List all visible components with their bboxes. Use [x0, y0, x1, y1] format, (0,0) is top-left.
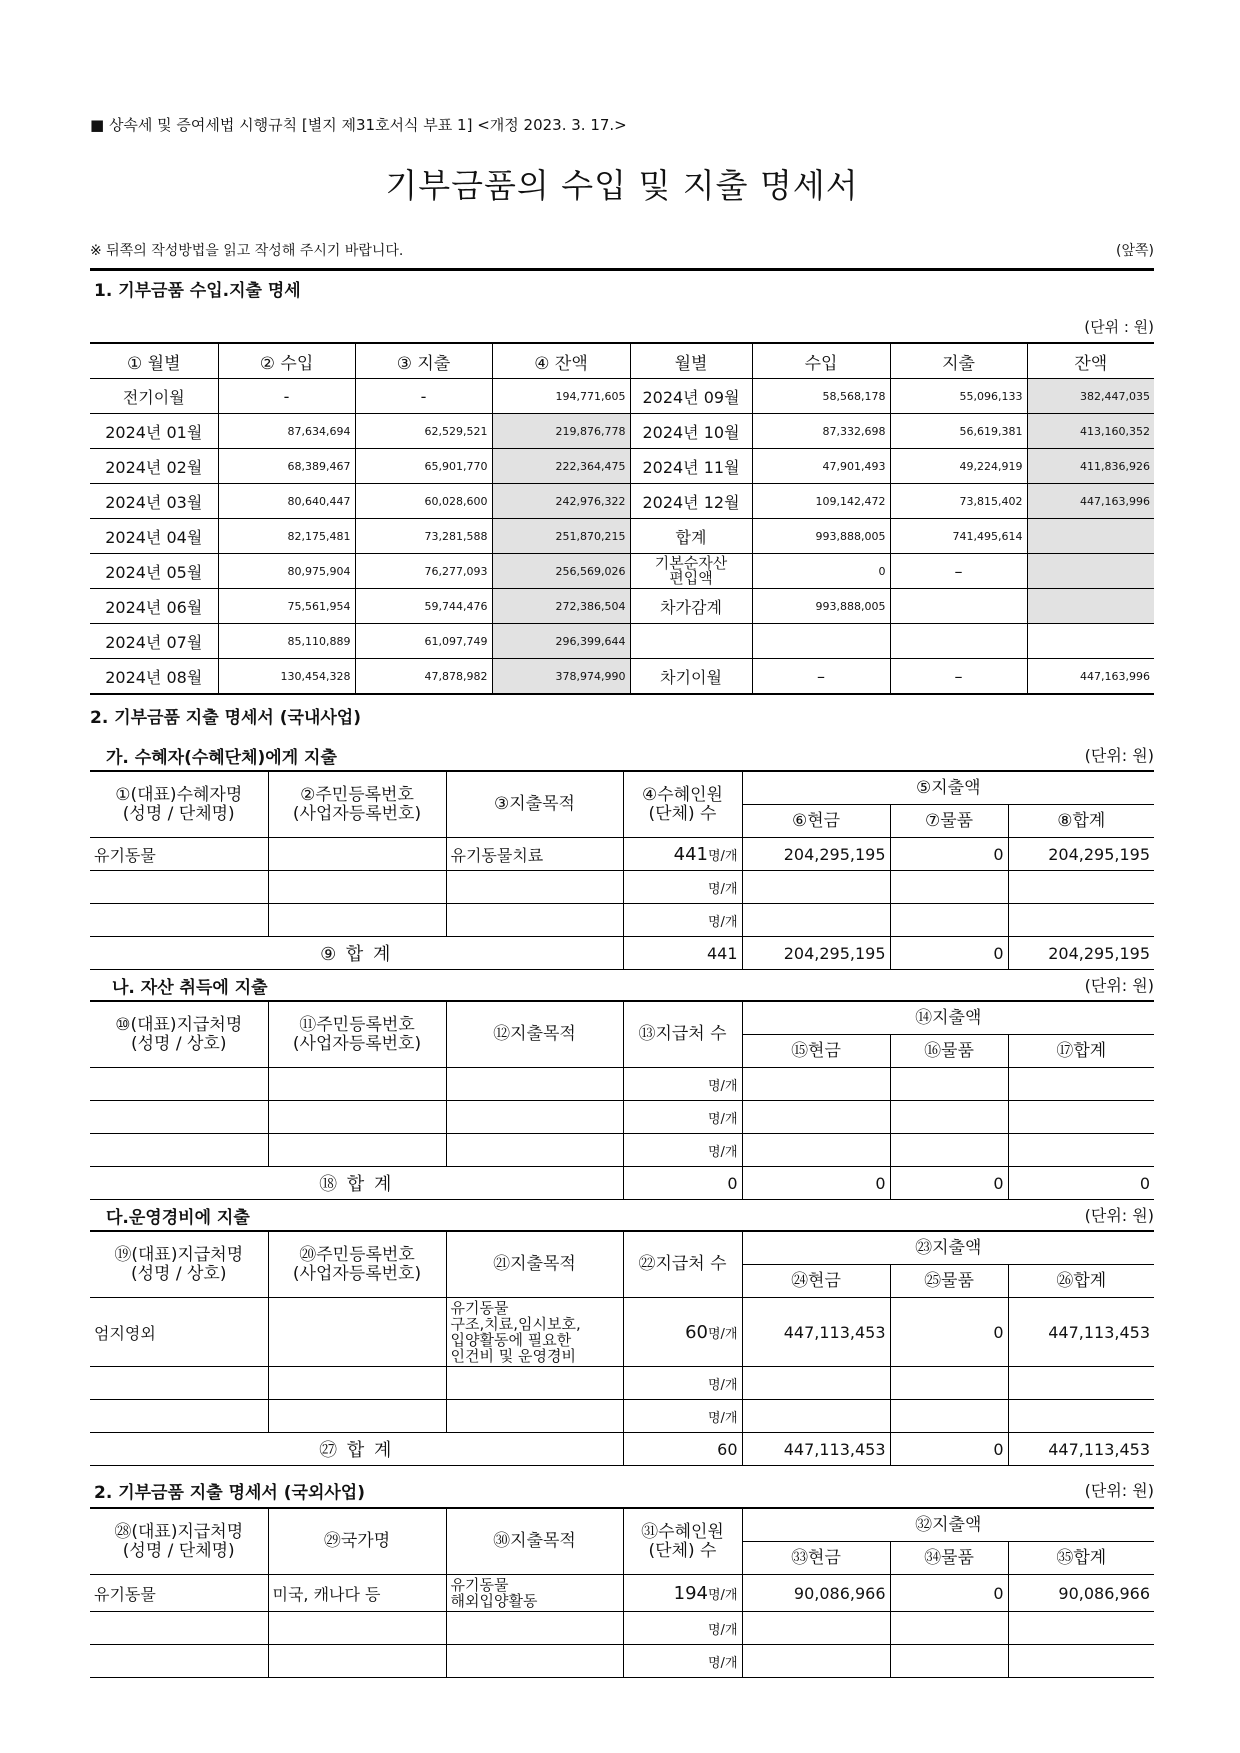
- goods-amount: [890, 1612, 1008, 1645]
- column-header: ④수혜인원 (단체) 수: [623, 771, 742, 838]
- table-row: [90, 624, 1154, 659]
- recipient-count: [623, 1575, 742, 1612]
- form-note: ■ 상속세 및 증여세법 시행규칙 [별지 제31호서식 부표 1] <개정 2023. 3. 17.>: [90, 116, 627, 134]
- registration-number: [268, 1400, 446, 1433]
- balance-cell: [1027, 519, 1154, 554]
- table-row: [90, 1068, 1154, 1101]
- section2b-unit: (단위: 원): [1084, 976, 1154, 995]
- sum-goods: 0: [890, 937, 1008, 970]
- table-row: [90, 519, 1154, 554]
- sum-total: 0: [1008, 1167, 1154, 1200]
- total-amount: [1008, 1134, 1154, 1167]
- recipient-name: 엄지영외: [90, 1298, 268, 1367]
- income-cell: 82,175,481: [218, 519, 355, 554]
- recipient-count: [623, 1645, 742, 1678]
- balance-cell: [1027, 554, 1154, 589]
- section2b-title: 나. 자산 취득에 지출: [112, 978, 268, 998]
- sum-cash: 447,113,453: [742, 1433, 890, 1466]
- recipient-count: [623, 1068, 742, 1101]
- month-cell: 2024년 11월: [630, 449, 752, 484]
- total-amount: [1008, 1367, 1154, 1400]
- column-header: ⑩(대표)지급처명 (성명 / 상호): [90, 1001, 268, 1068]
- month-cell: 2024년 03월: [90, 484, 218, 519]
- table-row: [90, 904, 1154, 937]
- income-cell: 75,561,954: [218, 589, 355, 624]
- page-side-label: (앞쪽): [1116, 243, 1154, 259]
- column-header: ㉖합계: [1008, 1265, 1154, 1298]
- column-header: ㉔현금: [742, 1265, 890, 1298]
- column-header: ⑥현금: [742, 805, 890, 838]
- count-unit: 명/개: [708, 1078, 738, 1094]
- month-cell: 2024년 04월: [90, 519, 218, 554]
- count-unit: 명/개: [708, 848, 738, 864]
- table-row: [90, 1367, 1154, 1400]
- registration-number: [268, 1068, 446, 1101]
- expense-cell: 741,495,614: [890, 519, 1027, 554]
- income-cell: 993,888,005: [752, 519, 890, 554]
- income-cell: 47,901,493: [752, 449, 890, 484]
- cash-amount: [742, 1101, 890, 1134]
- total-amount: [1008, 1612, 1154, 1645]
- table-row: [90, 1575, 1154, 1612]
- balance-cell: 413,160,352: [1027, 414, 1154, 449]
- sum-count: 0: [623, 1167, 742, 1200]
- section2a-unit: (단위: 원): [1084, 746, 1154, 765]
- recipient-name: [90, 1612, 268, 1645]
- month-cell: 기본순자산 편입액: [630, 554, 752, 589]
- registration-number: [268, 1645, 446, 1678]
- balance-cell: 251,870,215: [492, 519, 630, 554]
- balance-cell: [1027, 589, 1154, 624]
- income-cell: 0: [752, 554, 890, 589]
- sum-goods: 0: [890, 1167, 1008, 1200]
- sum-cash: 0: [742, 1167, 890, 1200]
- registration-number: [268, 1101, 446, 1134]
- expense-cell: [890, 589, 1027, 624]
- section1-title: 1. 기부금품 수입.지출 명세: [94, 281, 301, 301]
- table-row: [90, 1612, 1154, 1645]
- expense-purpose: 유기동물 구조,치료,임시보호, 입양활동에 필요한 인건비 및 운영경비: [446, 1298, 623, 1367]
- column-header: ㉛수혜인원 (단체) 수: [623, 1508, 742, 1575]
- expense-purpose: 유기동물치료: [446, 838, 623, 871]
- column-header: 수입: [752, 343, 890, 379]
- count-unit: 명/개: [708, 1587, 738, 1603]
- month-cell: 차가감계: [630, 589, 752, 624]
- operating-expense-table: [90, 1230, 1154, 1466]
- goods-amount: [890, 1645, 1008, 1678]
- table-row: [90, 838, 1154, 871]
- column-header: ㉘(대표)지급처명 (성명 / 단체명): [90, 1508, 268, 1575]
- month-cell: 2024년 08월: [90, 659, 218, 695]
- sum-cash: 204,295,195: [742, 937, 890, 970]
- count-unit: 명/개: [708, 1622, 738, 1638]
- column-header: ③ 지출: [355, 343, 492, 379]
- balance-cell: 219,876,778: [492, 414, 630, 449]
- section2c-unit: (단위: 원): [1084, 1206, 1154, 1225]
- registration-number: [268, 1134, 446, 1167]
- expense-purpose: [446, 1134, 623, 1167]
- recipient-count: [623, 1101, 742, 1134]
- column-header: ④ 잔액: [492, 343, 630, 379]
- expense-purpose: [446, 1612, 623, 1645]
- column-header: ⑤지출액: [742, 771, 1154, 805]
- expense-cell: 59,744,476: [355, 589, 492, 624]
- column-header: ②주민등록번호 (사업자등록번호): [268, 771, 446, 838]
- balance-cell: 256,569,026: [492, 554, 630, 589]
- column-header: ⑭지출액: [742, 1001, 1154, 1035]
- recipient-name: [90, 1645, 268, 1678]
- recipient-count: [623, 1134, 742, 1167]
- goods-amount: [890, 1400, 1008, 1433]
- income-cell: -: [218, 379, 355, 414]
- table-row: [90, 1101, 1154, 1134]
- column-header: ㉒지급처 수: [623, 1231, 742, 1298]
- count-unit: 명/개: [708, 1144, 738, 1160]
- month-cell: 2024년 12월: [630, 484, 752, 519]
- recipient-count: [623, 1298, 742, 1367]
- sum-count: 60: [623, 1433, 742, 1466]
- expense-purpose: [446, 1101, 623, 1134]
- table-row: [90, 871, 1154, 904]
- expense-cell: 55,096,133: [890, 379, 1027, 414]
- table-row: [90, 1134, 1154, 1167]
- total-amount: 90,086,966: [1008, 1575, 1154, 1612]
- section2c-title: 다.운영경비에 지출: [106, 1208, 250, 1228]
- balance-cell: 222,364,475: [492, 449, 630, 484]
- sum-row: [90, 1433, 1154, 1466]
- registration-number: [268, 1298, 446, 1367]
- registration-number: [268, 871, 446, 904]
- cash-amount: [742, 1134, 890, 1167]
- month-cell: [630, 624, 752, 659]
- cash-amount: [742, 1367, 890, 1400]
- instruction-text: ※ 뒤쪽의 작성방법을 읽고 작성해 주시기 바랍니다.: [90, 243, 404, 259]
- recipient-name: [90, 1400, 268, 1433]
- sum-goods: 0: [890, 1433, 1008, 1466]
- expense-purpose: [446, 1068, 623, 1101]
- goods-amount: 0: [890, 838, 1008, 871]
- column-header: ⑧합계: [1008, 805, 1154, 838]
- column-header: ㉞물품: [890, 1542, 1008, 1575]
- month-cell: 차기이월: [630, 659, 752, 695]
- section1-unit: (단위 : 원): [1084, 318, 1154, 336]
- section2a-title: 가. 수혜자(수혜단체)에게 지출: [106, 748, 337, 768]
- cash-amount: 447,113,453: [742, 1298, 890, 1367]
- sum-row: [90, 1167, 1154, 1200]
- column-header: 지출: [890, 343, 1027, 379]
- title-divider: [90, 268, 1154, 271]
- column-header: 월별: [630, 343, 752, 379]
- balance-cell: 447,163,996: [1027, 484, 1154, 519]
- count-unit: 명/개: [708, 1326, 738, 1342]
- balance-cell: 382,447,035: [1027, 379, 1154, 414]
- recipient-name: [90, 904, 268, 937]
- table-row: [90, 554, 1154, 589]
- income-cell: 130,454,328: [218, 659, 355, 695]
- registration-number: [268, 904, 446, 937]
- recipient-name: [90, 1367, 268, 1400]
- registration-number: [268, 838, 446, 871]
- expense-purpose: [446, 1645, 623, 1678]
- expense-cell: 60,028,600: [355, 484, 492, 519]
- page-title: 기부금품의 수입 및 지출 명세서: [385, 166, 859, 205]
- goods-amount: [890, 1101, 1008, 1134]
- recipient-name: [90, 1134, 268, 1167]
- goods-amount: [890, 1068, 1008, 1101]
- goods-amount: 0: [890, 1575, 1008, 1612]
- column-header: ⑯물품: [890, 1035, 1008, 1068]
- sum-total: 447,113,453: [1008, 1433, 1154, 1466]
- domestic-beneficiary-table: [90, 770, 1154, 970]
- expense-cell: –: [890, 659, 1027, 695]
- country-name: 미국, 캐나다 등: [268, 1575, 446, 1612]
- goods-amount: [890, 1134, 1008, 1167]
- column-header: ⑫지출목적: [446, 1001, 623, 1068]
- recipient-count: [623, 838, 742, 871]
- expense-cell: 73,281,588: [355, 519, 492, 554]
- recipient-name: [90, 1101, 268, 1134]
- total-amount: [1008, 904, 1154, 937]
- balance-cell: 296,399,644: [492, 624, 630, 659]
- sum-label: ㉗ 합 계: [90, 1433, 623, 1466]
- income-cell: 80,640,447: [218, 484, 355, 519]
- recipient-name: [90, 871, 268, 904]
- column-header: ㉙국가명: [268, 1508, 446, 1575]
- balance-cell: 242,976,322: [492, 484, 630, 519]
- expense-purpose: [446, 1400, 623, 1433]
- expense-purpose: [446, 1367, 623, 1400]
- column-header: ① 월별: [90, 343, 218, 379]
- expense-purpose: [446, 904, 623, 937]
- table-row: [90, 1645, 1154, 1678]
- expense-cell: 61,097,749: [355, 624, 492, 659]
- expense-cell: 65,901,770: [355, 449, 492, 484]
- column-header: ⑰합계: [1008, 1035, 1154, 1068]
- registration-number: [268, 1367, 446, 1400]
- month-cell: 2024년 01월: [90, 414, 218, 449]
- expense-cell: 76,277,093: [355, 554, 492, 589]
- table-row: [90, 659, 1154, 695]
- recipient-name: 유기동물: [90, 1575, 268, 1612]
- goods-amount: [890, 904, 1008, 937]
- expense-purpose: 유기동물 해외입양활동: [446, 1575, 623, 1612]
- total-amount: 447,113,453: [1008, 1298, 1154, 1367]
- cash-amount: [742, 1612, 890, 1645]
- cash-amount: [742, 1645, 890, 1678]
- sum-count: 441: [623, 937, 742, 970]
- expense-cell: 73,815,402: [890, 484, 1027, 519]
- column-header: ⑬지급처 수: [623, 1001, 742, 1068]
- month-cell: 2024년 06월: [90, 589, 218, 624]
- goods-amount: [890, 1367, 1008, 1400]
- expense-cell: 47,878,982: [355, 659, 492, 695]
- balance-cell: 447,163,996: [1027, 659, 1154, 695]
- count-unit: 명/개: [708, 914, 738, 930]
- sum-row: [90, 937, 1154, 970]
- section3-title: 2. 기부금품 지출 명세서 (국외사업): [94, 1483, 365, 1503]
- cash-amount: [742, 871, 890, 904]
- total-amount: [1008, 871, 1154, 904]
- balance-cell: 194,771,605: [492, 379, 630, 414]
- column-header: ㉚지출목적: [446, 1508, 623, 1575]
- goods-amount: [890, 871, 1008, 904]
- income-expense-table: [90, 342, 1154, 695]
- asset-acquisition-table: [90, 1000, 1154, 1200]
- month-cell: 2024년 02월: [90, 449, 218, 484]
- cash-amount: 204,295,195: [742, 838, 890, 871]
- count-unit: 명/개: [708, 1655, 738, 1671]
- cash-amount: 90,086,966: [742, 1575, 890, 1612]
- expense-cell: –: [890, 554, 1027, 589]
- table-row: [90, 449, 1154, 484]
- cash-amount: [742, 904, 890, 937]
- recipient-count: [623, 1612, 742, 1645]
- section3-unit: (단위: 원): [1084, 1481, 1154, 1500]
- count-value: 194: [673, 1582, 708, 1604]
- income-cell: 87,332,698: [752, 414, 890, 449]
- column-header: ⑳주민등록번호 (사업자등록번호): [268, 1231, 446, 1298]
- table-row: [90, 484, 1154, 519]
- balance-cell: [1027, 624, 1154, 659]
- income-cell: 80,975,904: [218, 554, 355, 589]
- month-cell: 2024년 09월: [630, 379, 752, 414]
- recipient-count: [623, 904, 742, 937]
- column-header: ② 수입: [218, 343, 355, 379]
- count-unit: 명/개: [708, 1410, 738, 1426]
- cash-amount: [742, 1400, 890, 1433]
- column-header: ㉜지출액: [742, 1508, 1154, 1542]
- table-row: [90, 1298, 1154, 1367]
- total-amount: 204,295,195: [1008, 838, 1154, 871]
- recipient-count: [623, 871, 742, 904]
- column-header: ⑦물품: [890, 805, 1008, 838]
- month-cell: 전기이월: [90, 379, 218, 414]
- overseas-expense-table: [90, 1507, 1154, 1678]
- table-row: [90, 379, 1154, 414]
- column-header: ③지출목적: [446, 771, 623, 838]
- column-header: ⑪주민등록번호 (사업자등록번호): [268, 1001, 446, 1068]
- total-amount: [1008, 1101, 1154, 1134]
- column-header: 잔액: [1027, 343, 1154, 379]
- count-unit: 명/개: [708, 1377, 738, 1393]
- balance-cell: 272,386,504: [492, 589, 630, 624]
- expense-cell: 56,619,381: [890, 414, 1027, 449]
- sum-label: ⑨ 합 계: [90, 937, 623, 970]
- income-cell: [752, 624, 890, 659]
- column-header: ㉝현금: [742, 1542, 890, 1575]
- column-header: ①(대표)수혜자명 (성명 / 단체명): [90, 771, 268, 838]
- balance-cell: 378,974,990: [492, 659, 630, 695]
- income-cell: 993,888,005: [752, 589, 890, 624]
- registration-number: [268, 1612, 446, 1645]
- recipient-count: [623, 1400, 742, 1433]
- column-header: ㉟합계: [1008, 1542, 1154, 1575]
- recipient-name: [90, 1068, 268, 1101]
- expense-cell: -: [355, 379, 492, 414]
- count-unit: 명/개: [708, 881, 738, 897]
- goods-amount: 0: [890, 1298, 1008, 1367]
- income-cell: 58,568,178: [752, 379, 890, 414]
- count-unit: 명/개: [708, 1111, 738, 1127]
- income-cell: 109,142,472: [752, 484, 890, 519]
- count-value: 441: [673, 843, 708, 865]
- total-amount: [1008, 1645, 1154, 1678]
- month-cell: 2024년 05월: [90, 554, 218, 589]
- month-cell: 2024년 07월: [90, 624, 218, 659]
- total-amount: [1008, 1400, 1154, 1433]
- income-cell: –: [752, 659, 890, 695]
- expense-cell: 62,529,521: [355, 414, 492, 449]
- cash-amount: [742, 1068, 890, 1101]
- income-cell: 87,634,694: [218, 414, 355, 449]
- column-header: ㉓지출액: [742, 1231, 1154, 1265]
- table-row: [90, 414, 1154, 449]
- expense-cell: [890, 624, 1027, 659]
- total-amount: [1008, 1068, 1154, 1101]
- sum-total: 204,295,195: [1008, 937, 1154, 970]
- sum-label: ⑱ 합 계: [90, 1167, 623, 1200]
- column-header: ⑮현금: [742, 1035, 890, 1068]
- month-cell: 합계: [630, 519, 752, 554]
- income-cell: 68,389,467: [218, 449, 355, 484]
- table-row: [90, 1400, 1154, 1433]
- expense-purpose: [446, 871, 623, 904]
- expense-cell: 49,224,919: [890, 449, 1027, 484]
- month-cell: 2024년 10월: [630, 414, 752, 449]
- income-cell: 85,110,889: [218, 624, 355, 659]
- table-row: [90, 589, 1154, 624]
- column-header: ㉑지출목적: [446, 1231, 623, 1298]
- section2-title: 2. 기부금품 지출 명세서 (국내사업): [90, 708, 361, 728]
- column-header: ㉕물품: [890, 1265, 1008, 1298]
- recipient-count: [623, 1367, 742, 1400]
- count-value: 60: [685, 1321, 708, 1343]
- recipient-name: 유기동물: [90, 838, 268, 871]
- column-header: ⑲(대표)지급처명 (성명 / 상호): [90, 1231, 268, 1298]
- balance-cell: 411,836,926: [1027, 449, 1154, 484]
